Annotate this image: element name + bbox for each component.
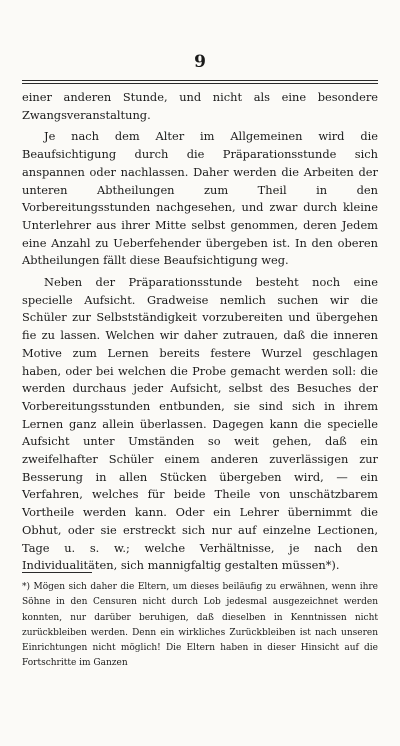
header-rule-bottom — [22, 83, 378, 84]
footnote-rule — [22, 572, 92, 573]
paragraph-supervision-age: Je nach dem Alter im Allgemeinen wird die Beaufsichtigung durch die Präparationsstunde sich anspannen oder nachlassen. Daher werden die Arbeiten der unteren Abtheilungen zum Theil in den Vorbereitungsstunden nachgesehen, und zwar durch kleine Unterlehrer aus ihrer Mitte selbst genommen, deren Jedem eine Anzahl zu Ueberfehender übergeben ist. In den oberen Abtheilungen fällt diese Beaufsichtigung weg. — [22, 129, 378, 268]
body-text — [22, 89, 378, 579]
footnote: *) Mögen sich daher die Eltern, um dieses beiläufig zu erwähnen, wenn ihre Söhne in den Censuren nicht durch Lob jedesmal ausgezeichnet werden konnten, nur darüber beruhigen, daß dieselben in Kenntnissen nicht zurückbleiben werden. Denn ein wirkliches Zurückbleiben ist nach unseren Einrichtungen nicht möglich! Die Eltern haben in dieser Hinsicht auf die Fortschritte im Ganzen — [22, 582, 378, 669]
paragraph-continuation: einer anderen Stunde, und nicht als eine besondere Zwangsveranstaltung. — [22, 90, 378, 122]
paragraph-special-supervision: Neben der Präparationsstunde besteht noch eine specielle Aufsicht. Gradweise nemlich suchen wir die Schüler zur Selbstständigkeit vorzubereiten und übergehen fie zu lassen. Welchen wir daher zutrauen, daß die inneren Motive zum Lernen bereits festere Wurzel geschlagen haben, oder bei welchen die Probe gemacht werden soll: die werden durchaus jeder Aufsicht, selbst des Besuches der Vorbereitungsstunden entbunden, sie sind sich in ihrem Lernen ganz allein überlassen. Dagegen kann die specielle Aufsicht unter Umständen so weit gehen, daß ein zweifelhafter Schüler einem anderen zuverlässigen zur Besserung in allen Stücken übergeben wird, — ein Verfahren, welches für beide Theile von unschätzbarem Vortheile werden kann. Oder ein Lehrer übernimmt die Obhut, oder sie erstreckt sich nur auf einzelne Lectionen, Tage u. s. w.; welche Verhältnisse, je nach den Individualitäten, sich mannigfaltig gestalten müssen*). — [22, 275, 378, 573]
header-rule-top — [22, 80, 378, 81]
page-number: 9 — [194, 52, 206, 72]
